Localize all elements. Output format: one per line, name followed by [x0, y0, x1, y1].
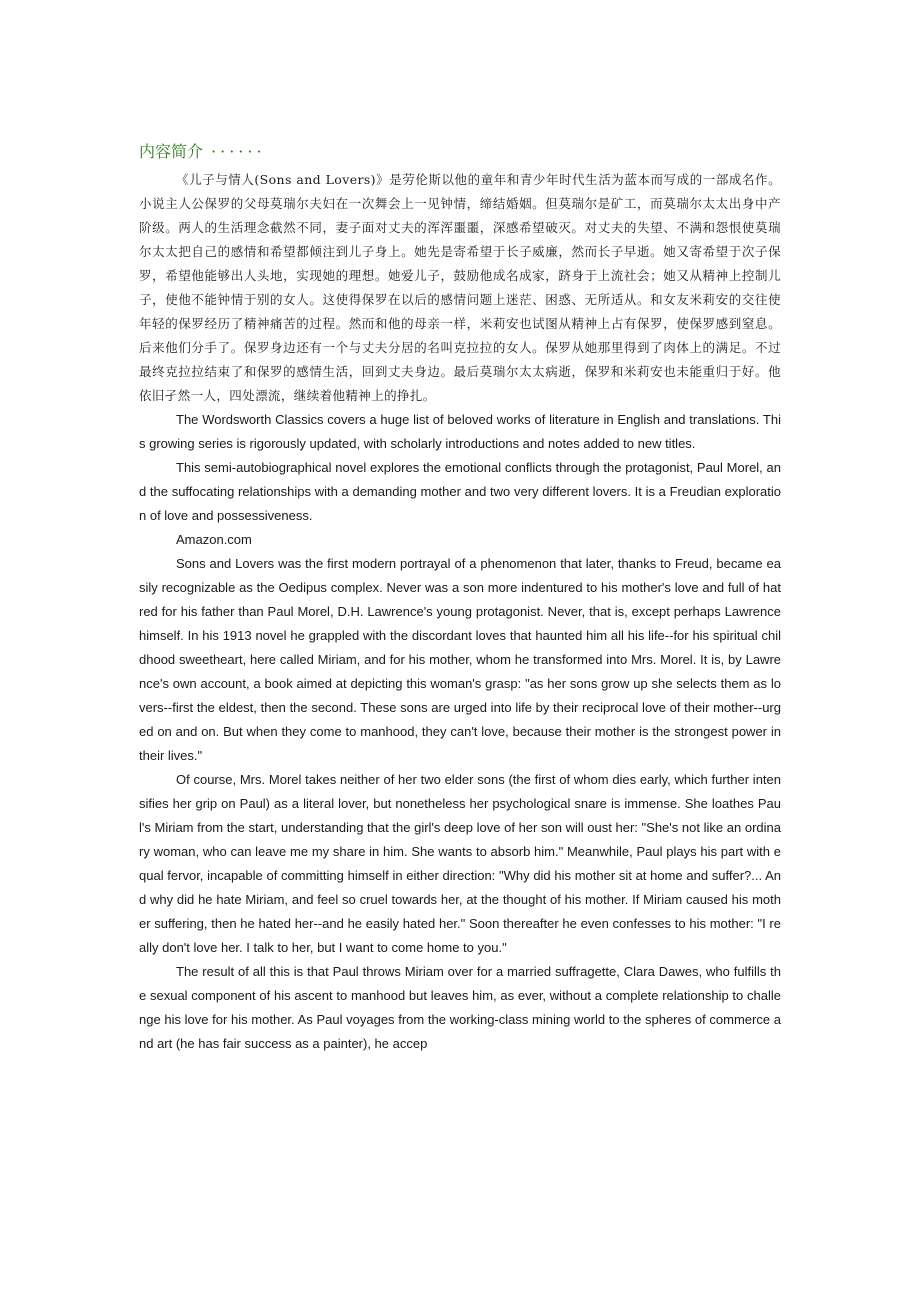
review-paragraph-3: The result of all this is that Paul throws Miriam over for a married suffragette, Clara Dawes, who fulfills the sexual component of his ascent to manhood but leaves him, as ever, without a complete relationship to challenge his love for his mother. As Paul voyages from the working-class mining world to the spheres of commerce and art (he has fair success as a painter), he accep: [139, 964, 781, 1051]
section-title: 内容简介: [139, 142, 204, 161]
document-page: [139, 140, 781, 1056]
section-heading: [139, 140, 781, 164]
review-paragraph-1: Sons and Lovers was the first modern portrayal of a phenomenon that later, thanks to Freud, became easily recognizable as the Oedipus complex. Never was a son more indentured to his mother's love and full of hatred for his father than Paul Morel, D.H. Lawrence's young protagonist. Never, that is, except perhaps Lawrence himself. In his 1913 novel he grappled with the discordant loves that haunted him all his life--for his spiritual childhood sweetheart, here called Miriam, and for his mother, whom he transformed into Mrs. Morel. It is, by Lawrence's own account, a book aimed at depicting this woman's grasp: "as her sons grow up she selects them as lovers--first the eldest, then the second. These sons are urged into life by their reciprocal love of their mother--urged on and on. But when they come to manhood, they can't love, because their mother is the strongest power in their lives.": [139, 556, 781, 763]
source-label-amazon: Amazon.com: [176, 532, 252, 547]
synopsis-paragraph-description: This semi-autobiographical novel explores the emotional conflicts through the protagonist, Paul Morel, and the suffocating relationships with a demanding mother and two very different lovers. It is a Freudian exploration of love and possessiveness.: [139, 460, 781, 523]
synopsis-paragraph-chinese: 《儿子与情人(Sons and Lovers)》是劳伦斯以他的童年和青少年时代生活为蓝本而写成的一部成名作。小说主人公保罗的父母莫瑞尔夫妇在一次舞会上一见钟情，缔结婚姻。但莫瑞尔是矿工，而莫瑞尔太太出身中产阶级。两人的生活理念截然不同，妻子面对丈夫的浑浑噩噩，深感希望破灭。对丈夫的失望、不满和怨恨使莫瑞尔太太把自己的感情和希望都倾注到儿子身上。她先是寄希望于长子威廉，然而长子早逝。她又寄希望于次子保罗，希望他能够出人头地，实现她的理想。她爱儿子，鼓励他成名成家，跻身于上流社会；她又从精神上控制儿子，使他不能钟情于别的女人。这使得保罗在以后的感情问题上迷茫、困惑、无所适从。和女友米莉安的交往使年轻的保罗经历了精神痛苦的过程。然而和他的母亲一样，米莉安也试图从精神上占有保罗，使保罗感到窒息。后来他们分手了。保罗身边还有一个与丈夫分居的名叫克拉拉的女人。保罗从她那里得到了肉体上的满足。不过最终克拉拉结束了和保罗的感情生活，回到丈夫身边。最后莫瑞尔太太病逝，保罗和米莉安也未能重归于好。他依旧孑然一人，四处漂流，继续着他精神上的挣扎。: [139, 172, 781, 403]
section-title-dots: ······: [211, 142, 266, 161]
review-paragraph-2: Of course, Mrs. Morel takes neither of her two elder sons (the first of whom dies early, which further intensifies her grip on Paul) as a literal lover, but nonetheless her psychological snare is immense. She loathes Paul's Miriam from the start, understanding that the girl's deep love of her son will oust her: "She's not like an ordinary woman, who can leave me my share in him. She wants to absorb him." Meanwhile, Paul plays his part with equal fervor, incapable of committing himself in either direction: "Why did his mother sit at home and suffer?... And why did he hate Miriam, and feel so cruel towards her, at the thought of his mother. If Miriam caused his mother suffering, then he hated her--and he easily hated her." Soon thereafter he even confesses to his mother: "I really don't love her. I talk to her, but I want to come home to you.": [139, 772, 781, 955]
synopsis-paragraph-wordsworth: The Wordsworth Classics covers a huge list of beloved works of literature in English and translations. This growing series is rigorously updated, with scholarly introductions and notes added to new titles.: [139, 412, 781, 451]
